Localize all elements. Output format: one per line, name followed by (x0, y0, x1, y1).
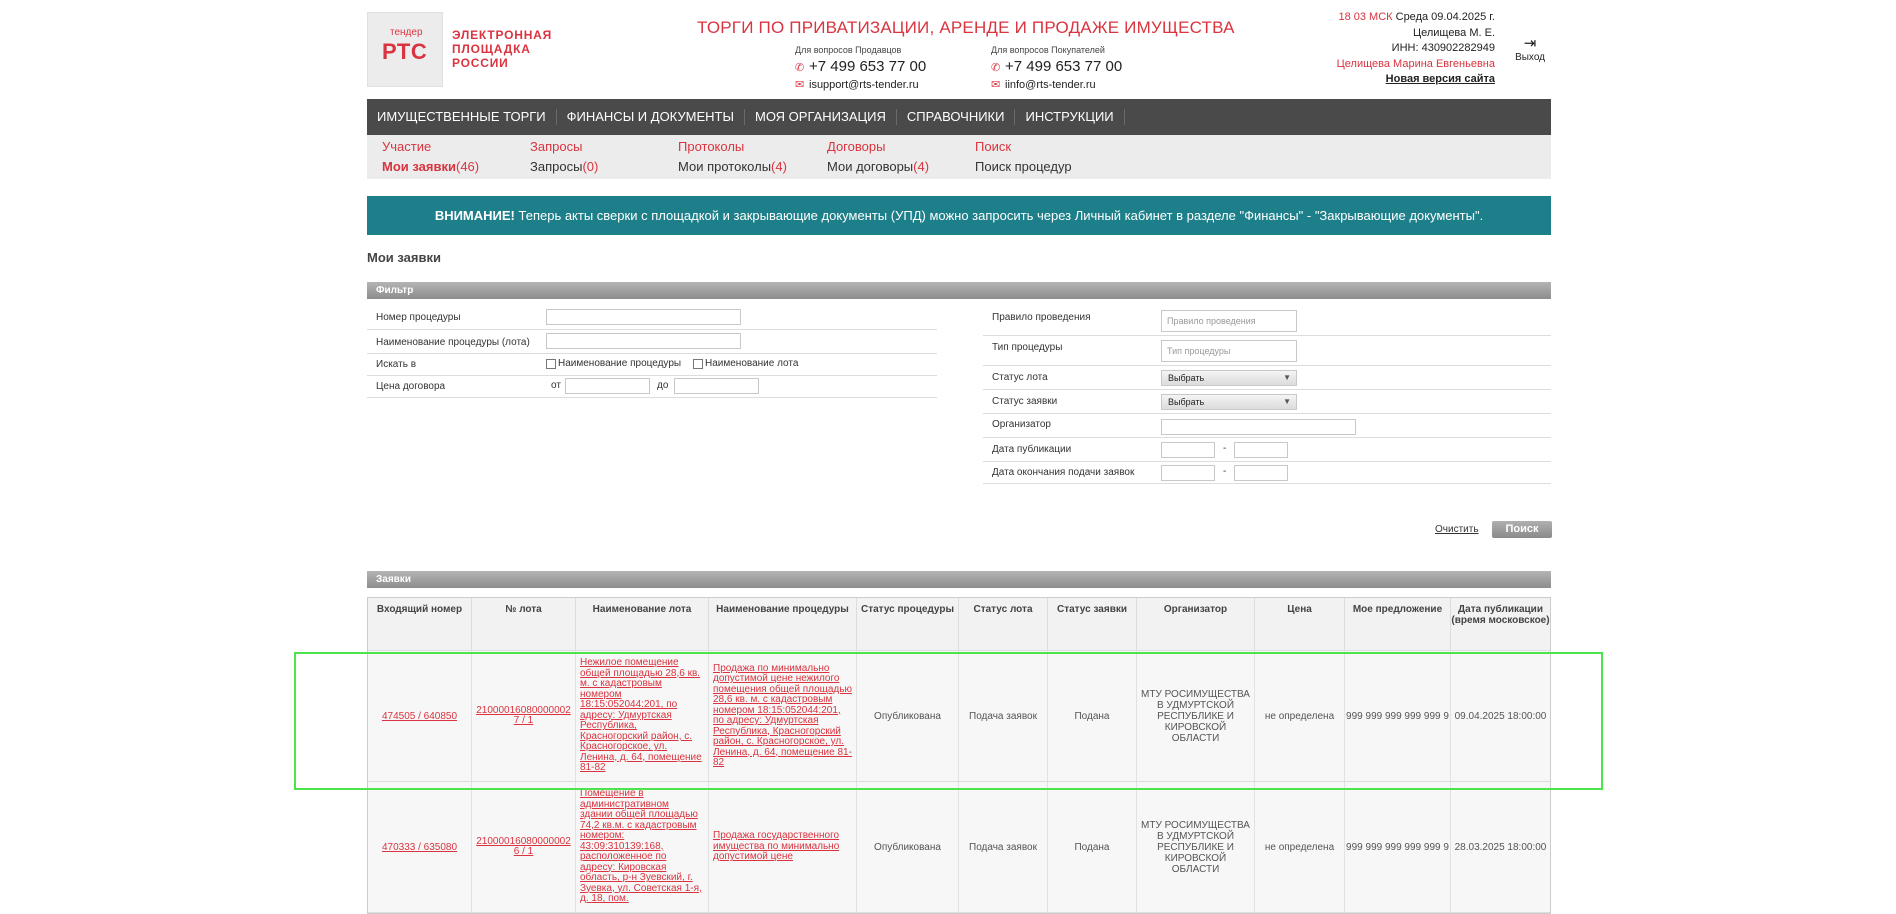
exit-label: Выход (1515, 52, 1545, 63)
sub-navigation (367, 135, 1551, 179)
nav-property-trades[interactable]: ИМУЩЕСТВЕННЫЕ ТОРГИ (367, 109, 557, 125)
checkbox-icon[interactable] (546, 359, 556, 369)
nav-instructions[interactable]: ИНСТРУКЦИИ (1015, 109, 1124, 125)
cell-lot-number (472, 782, 576, 912)
sellers-email[interactable] (795, 78, 926, 91)
app-status-value: Выбрать (1168, 397, 1205, 407)
in-number-link[interactable]: 474505 / 640850 (381, 710, 458, 722)
app-status-select[interactable] (1161, 394, 1297, 410)
subnav-requests (530, 137, 598, 178)
cell-organizer: МТУ РОСИМУЩЕСТВА В УДМУРТСКОЙ РЕСПУБЛИКЕ И КИРОВСКОЙ ОБЛАСТИ (1137, 651, 1255, 781)
cell-app-status: Подана (1048, 782, 1137, 912)
col-app-status[interactable]: Статус заявки (1048, 598, 1137, 650)
user-inn: ИНН: 430902282949 (1391, 42, 1495, 54)
col-lot-name[interactable]: Наименование лота (576, 598, 709, 650)
current-time: 18 03 МСК (1338, 11, 1393, 23)
cell-proc-name (709, 782, 857, 912)
cell-pub-date: 28.03.2025 18:00:00 (1454, 841, 1547, 853)
page-title: Мои заявки (367, 250, 441, 265)
dropdown-arrow-icon: ▼ (1283, 373, 1291, 382)
search-button[interactable]: Поиск (1492, 521, 1552, 538)
filter-row-pub-date (983, 438, 1551, 462)
cell-lot-name (576, 782, 709, 912)
cell-organizer: МТУ РОСИМУЩЕСТВА В УДМУРТСКОЙ РЕСПУБЛИКЕ И КИРОВСКОЙ ОБЛАСТИ (1137, 782, 1255, 912)
notice-text: Теперь акты сверки с площадкой и закрывающие документы (УПД) можно запросить через Личный кабинет в разделе "Финансы" - "Закрывающие документы". (514, 208, 1484, 223)
col-proc-status[interactable]: Статус процедуры (857, 598, 959, 650)
end-date-dash: - (1223, 466, 1227, 477)
phone-icon: ✆ (795, 62, 805, 74)
cell-lot-status: Подача заявок (959, 651, 1048, 781)
subnav-my-contracts[interactable] (827, 156, 929, 178)
logo-line-2: ПЛОЩАДКА (452, 42, 531, 56)
subnav-my-protocols-count: (4) (771, 159, 787, 174)
filter-header: Фильтр (367, 282, 1551, 299)
filter-row-app-status (983, 390, 1551, 414)
sellers-phone (795, 58, 926, 75)
end-date-from-input[interactable] (1161, 465, 1215, 481)
subnav-procedure-search[interactable] (975, 156, 1072, 178)
sellers-email-text[interactable]: isupport@rts-tender.ru (809, 79, 919, 91)
clear-filter-link[interactable]: Очистить (1435, 524, 1479, 535)
filter-row-proc-number (367, 306, 937, 330)
proc-name-link[interactable]: Продажа по минимально допустимой цене нежилого помещения общей площадью 28,6 кв. м. с кадастровым номером 18:15:052044:201, по адресу: Удмуртская Республика, Красногорский район, с. Красногорское, ул. Ленина, д. 64, помещение 81-82 (713, 662, 852, 768)
subnav-my-contracts-count: (4) (913, 159, 930, 174)
exit-button[interactable] (1515, 34, 1545, 63)
subnav-my-protocols-label: Мои протоколы (678, 159, 772, 174)
buyers-contact (991, 45, 1122, 91)
subnav-requests-count: (0) (582, 159, 599, 174)
logo[interactable] (367, 12, 443, 87)
lot-name-link[interactable]: Нежилое помещение общей площадью 28,6 кв. м. с кадастровым номером 18:15:052044:201, по адресу: Удмуртская Республика, Красногорский район, с. Красногорское, ул. Ленина, д. 64, помещение 81-82 (580, 657, 702, 774)
in-number-link[interactable]: 470333 / 635080 (381, 841, 458, 853)
proc-number-label: Номер процедуры (376, 312, 461, 323)
lot-status-select[interactable] (1161, 370, 1297, 386)
cell-pub-date: 09.04.2025 18:00:00 (1454, 710, 1547, 722)
sellers-contact (795, 45, 926, 91)
proc-name-label: Наименование процедуры (лота) (376, 337, 530, 348)
proc-name-link[interactable]: Продажа государственного имущества по минимально допустимой цене (713, 830, 840, 863)
sellers-phone-text: +7 499 653 77 00 (809, 58, 927, 75)
cell-lot-name (576, 651, 709, 781)
cell-my-offer: 999 999 999 999 999 9 (1345, 651, 1451, 781)
proc-number-input[interactable] (546, 309, 741, 325)
price-from-label: от (551, 380, 561, 391)
cell-my-offer: 999 999 999 999 999 9 (1345, 782, 1451, 912)
price-to-label: до (657, 380, 669, 391)
subnav-my-applications[interactable] (382, 156, 479, 178)
cell-price: не определена (1255, 782, 1345, 912)
buyers-email-text[interactable]: iinfo@rts-tender.ru (1005, 79, 1096, 91)
col-lot-status[interactable]: Статус лота (959, 598, 1048, 650)
mail-icon: ✉ (991, 79, 1001, 91)
cell-lot-status: Подача заявок (959, 782, 1048, 912)
dropdown-arrow-icon: ▼ (1283, 397, 1291, 406)
nav-my-organization[interactable]: МОЯ ОРГАНИЗАЦИЯ (745, 109, 897, 125)
cell-proc-status: Опубликована (857, 651, 959, 781)
subnav-search (975, 137, 1072, 178)
pub-date-to-input[interactable] (1234, 442, 1288, 458)
subnav-participation (382, 137, 479, 178)
rule-input[interactable]: Правило проведения (1161, 310, 1297, 332)
checkbox-icon[interactable] (693, 359, 703, 369)
subnav-my-applications-label: Мои заявки (382, 159, 456, 174)
filter-row-end-date (983, 462, 1551, 484)
notice-banner (367, 196, 1551, 235)
lot-number-link[interactable]: 21000016080000002 7 / 1 (476, 705, 571, 726)
lot-name-link[interactable]: Помещение в административном здании общей площадью 74,2 кв.м. с кадастровым номером: 43:09:310139:168, расположенное по адресу: Кировская область, р-н Зуевский, г. Зуевка, ул. Советская 1-я, д. 18, пом. (580, 788, 702, 905)
filter-row-type (983, 336, 1551, 366)
price-from-input[interactable] (565, 378, 650, 394)
end-date-label: Дата окончания подачи заявок (992, 467, 1135, 478)
subnav-participation-head[interactable]: Участие (382, 139, 432, 154)
rule-label: Правило проведения (992, 312, 1091, 323)
site-title: ТОРГИ ПО ПРИВАТИЗАЦИИ, АРЕНДЕ И ПРОДАЖЕ ИМУЩЕСТВА (697, 18, 1235, 37)
filter-row-organizer (983, 414, 1551, 438)
lot-status-value: Выбрать (1168, 373, 1205, 383)
table-header (368, 598, 1550, 651)
col-price[interactable]: Цена (1255, 598, 1345, 650)
subnav-protocols-head[interactable]: Протоколы (678, 139, 745, 154)
end-date-to-input[interactable] (1234, 465, 1288, 481)
user-info (1337, 10, 1495, 88)
cell-in-number (368, 651, 472, 781)
col-proc-name[interactable]: Наименование процедуры (709, 598, 857, 650)
lot-number-link[interactable]: 21000016080000002 6 / 1 (476, 836, 571, 857)
subnav-requests-label: Запросы (530, 159, 583, 174)
buyers-phone (991, 58, 1122, 75)
nav-finance-docs[interactable]: ФИНАНСЫ И ДОКУМЕНТЫ (557, 109, 745, 125)
logo-line-1: ЭЛЕКТРОННАЯ (452, 28, 553, 42)
logo-small-text: тендер (390, 27, 423, 38)
logo-caption (452, 28, 552, 70)
cell-lot-number (472, 651, 576, 781)
buyers-label: Для вопросов Покупателей (991, 45, 1105, 55)
subnav-requests-item[interactable] (530, 156, 598, 178)
subnav-protocols (678, 137, 787, 178)
mail-icon: ✉ (795, 79, 805, 91)
price-label: Цена договора (376, 381, 446, 392)
table-row[interactable] (368, 782, 1550, 913)
chk-proc-name[interactable] (546, 358, 681, 369)
lot-status-label: Статус лота (992, 372, 1048, 383)
subnav-my-protocols[interactable] (678, 156, 787, 178)
subnav-contracts-head[interactable]: Договоры (827, 139, 886, 154)
cell-proc-name (709, 651, 857, 781)
app-status-label: Статус заявки (992, 396, 1058, 407)
sellers-label: Для вопросов Продавцов (795, 45, 902, 55)
type-label: Тип процедуры (992, 342, 1063, 353)
nav-references[interactable]: СПРАВОЧНИКИ (897, 109, 1016, 125)
top-navigation (367, 99, 1551, 135)
price-to-input[interactable] (674, 378, 759, 394)
logout-icon: ⇥ (1523, 35, 1537, 52)
pub-date-label: Дата публикации (992, 444, 1072, 455)
user-full-name: Целищева Марина Евгеньевна (1336, 57, 1495, 70)
current-date: Среда 09.04.2025 г. (1395, 11, 1495, 23)
subnav-my-contracts-label: Мои договоры (827, 159, 914, 174)
subnav-search-head[interactable]: Поиск (975, 139, 1012, 154)
organizer-label: Организатор (992, 419, 1051, 430)
chk-proc-name-label: Наименование процедуры (558, 358, 682, 369)
user-short-name: Целищева М. Е. (1412, 26, 1495, 39)
notice-bold: ВНИМАНИЕ! (434, 208, 515, 223)
cell-price: не определена (1255, 651, 1345, 781)
search-in-label: Искать в (376, 359, 417, 370)
subnav-requests-head[interactable]: Запросы (530, 139, 583, 154)
col-my-offer[interactable]: Мое предложение (1345, 598, 1451, 650)
proc-name-input[interactable] (546, 333, 741, 349)
filter-row-search-in (367, 354, 937, 376)
cell-in-number (368, 782, 472, 912)
new-version-link[interactable]: Новая версия сайта (1385, 73, 1495, 85)
filter-row-price (367, 376, 937, 398)
type-input[interactable]: Тип процедуры (1161, 340, 1297, 362)
subnav-my-applications-count: (46) (455, 159, 480, 174)
subnav-procedure-search-label: Поиск процедур (975, 159, 1072, 174)
subnav-contracts (827, 137, 929, 178)
table-row[interactable] (368, 651, 1550, 782)
pub-date-dash: - (1223, 443, 1227, 454)
applications-header: Заявки (367, 571, 1551, 588)
filter-row-rule (983, 306, 1551, 336)
logo-big-text: РТС (382, 39, 428, 64)
chk-lot-name[interactable] (693, 358, 798, 369)
cell-proc-status: Опубликована (857, 782, 959, 912)
organizer-input[interactable] (1161, 419, 1356, 435)
col-pub-date[interactable]: Дата публикации (время московское) (1451, 604, 1550, 626)
applications-table (367, 597, 1551, 914)
logo-line-3: РОССИИ (452, 56, 509, 70)
phone-icon: ✆ (991, 62, 1001, 74)
pub-date-from-input[interactable] (1161, 442, 1215, 458)
col-in-number[interactable]: Входящий номер (368, 598, 472, 650)
col-organizer[interactable]: Организатор (1137, 598, 1255, 650)
cell-app-status: Подана (1048, 651, 1137, 781)
col-lot-number[interactable]: № лота (472, 598, 576, 650)
chk-lot-name-label: Наименование лота (705, 358, 799, 369)
buyers-phone-text: +7 499 653 77 00 (1005, 58, 1123, 75)
filter-row-proc-name (367, 330, 937, 354)
buyers-email[interactable] (991, 78, 1122, 91)
filter-row-lot-status (983, 366, 1551, 390)
